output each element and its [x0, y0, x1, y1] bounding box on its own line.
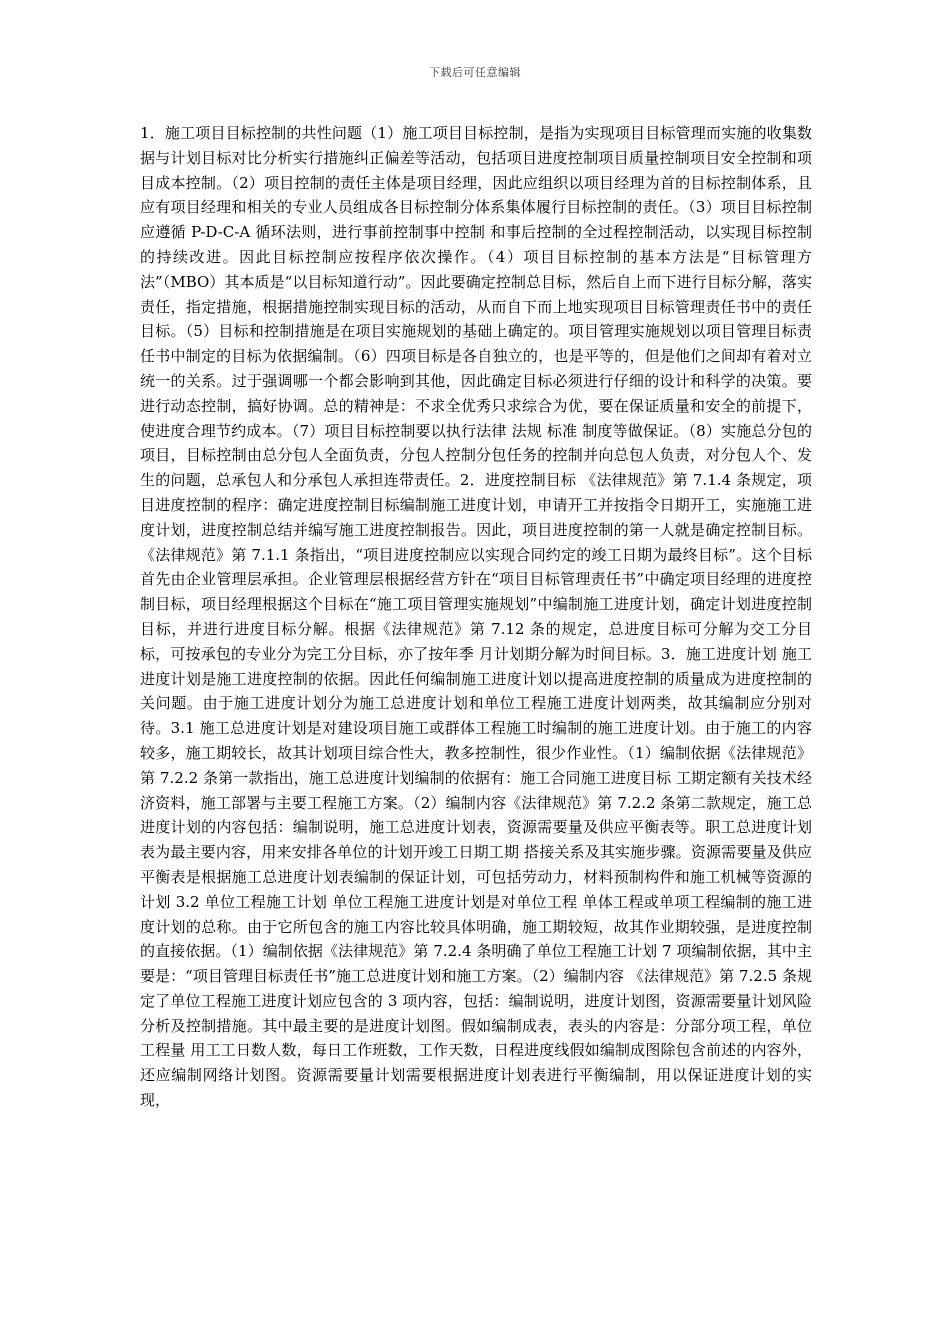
page-header: 下载后可任意编辑 [429, 66, 521, 79]
document-body: 1．施工项目目标控制的共性问题（1）施工项目目标控制，是指为实现项目目标管理而实施的收集数据与计划目标对比分析实行措施纠正偏差等活动，包括项目进度控制项目质量控制项目安全控制和项目成本控制。（2）项目控制的责任主体是项目经理，因此应组织以项目经理为首的目标控制体系，且应有项目经理和相关的专业人员组成各目标控制分体系集体履行目标控制的责任。（3）项目目标控制应遵循 P-D-C-A 循环法则，进行事前控制事中控制 和事后控制的全过程控制活动，以实现目标控制的持续改进。因此目标控制应按程序依次操作。（4）项目目标控制的基本方法是“目标管理方法”（MBO）其本质是“以目标知道行动”。因此要确定控制总目标，然后自上而下进行目标分解，落实责任，指定措施，根据措施控制实现目标的活动，从而自下而上地实现项目目标管理责任书中的责任目标。（5）目标和控制措施是在项目实施规划的基础上确定的。项目管理实施规划以项目管理目标责任书中制定的目标为依据编制。（6）四项目标是各自独立的，也是平等的，但是他们之间却有着对立统一的关系。过于强调哪一个都会影响到其他，因此确定目标必须进行仔细的设计和科学的决策。要进行动态控制，搞好协调。总的精神是：不求全优秀只求综合为优，要在保证质量和安全的前提下，使进度合理节约成本。（7）项目目标控制要以执行法律 法规 标准 制度等做保证。（8）实施总分包的项目，目标控制由总分包人全面负责，分包人控制分包任务的控制并向总包人负责，对分包人个、发生的问题，总承包人和分承包人承担连带责任。2．进度控制目标 《法律规范》第 7.1.4 条规定，项目进度控制的程序：确定进度控制目标编制施工进度计划，申请开工并按指令日期开工，实施施工进度计划，进度控制总结并编写施工进度控制报告。因此，项目进度控制的第一人就是确定控制目标。 《法律规范》第 7.1.1 条指出，“项目进度控制应以实现合同约定的竣工日期为最终目标”。这个目标首先由企业管理层承担。企业管理层根据经营方针在“项目目标管理责任书”中确定项目经理的进度控制目标，项目经理根据这个目标在“施工项目管理实施规划”中编制施工进度计划，确定计划进度控制目标，并进行进度目标分解。根据《法律规范》第 7.12 条的规定，总进度目标可分解为交工分目标，可按承包的专业分为完工分目标，亦了按年季 月计划期分解为时间目标。3．施工进度计划 施工进度计划是施工进度控制的依据。因此任何编制施工进度计划以提高进度控制的质量成为进度控制的关问题。由于施工进度计划分为施工总进度计划和单位工程施工进度计划两类，故其编制应分别对待。3.1 施工总进度计划是对建设项目施工或群体工程施工时编制的施工进度计划。由于施工的内容较多，施工期较长，故其计划项目综合性大，教多控制性，很少作业性。（1）编制依据《法律规范》第 7.2.2 条第一款指出，施工总进度计划编制的依据有：施工合同施工进度目标 工期定额有关技术经济资料，施工部署与主要工程施工方案。（2）编制内容《法律规范》第 7.2.2 条第二款规定，施工总进度计划的内容包括：编制说明，施工总进度计划表，资源需要量及供应平衡表等。职工总进度计划表为最主要内容，用来安排各单位的计划开竣工日期工期 搭接关系及其实施步骤。资源需要量及供应平衡表是根据施工总进度计划表编制的保证计划，可包括劳动力，材料预制构件和施工机械等资源的计划 3.2 单位工程施工计划 单位工程施工进度计划是对单位工程 单体工程或单项工程编制的施工进度计划的总称。由于它所包含的施工内容比较具体明确，施工期较短，故其作业期较强，是进度控制的直接依据。（1）编制依据《法律规范》第 7.2.4 条明确了单位工程施工计划 7 项编制依据，其中主要是：“项目管理目标责任书”施工总进度计划和施工方案。（2）编制内容 《法律规范》第 7.2.5 条规定了单位工程施工进度计划应包含的 3 项内容，包括：编制说明，进度计划图，资源需要量计划风险分析及控制措施。其中最主要的是进度计划图。假如编制成表，表头的内容是：分部分项工程，单位 工程量 用工工日数人数，每日工作班数，工作天数，日程进度线假如编制成图除包含前述的内容外，还应编制网络计划图。资源需要量计划需要根据进度计划表进行平衡编制，用以保证进度计划的实现， [140, 124, 812, 1110]
